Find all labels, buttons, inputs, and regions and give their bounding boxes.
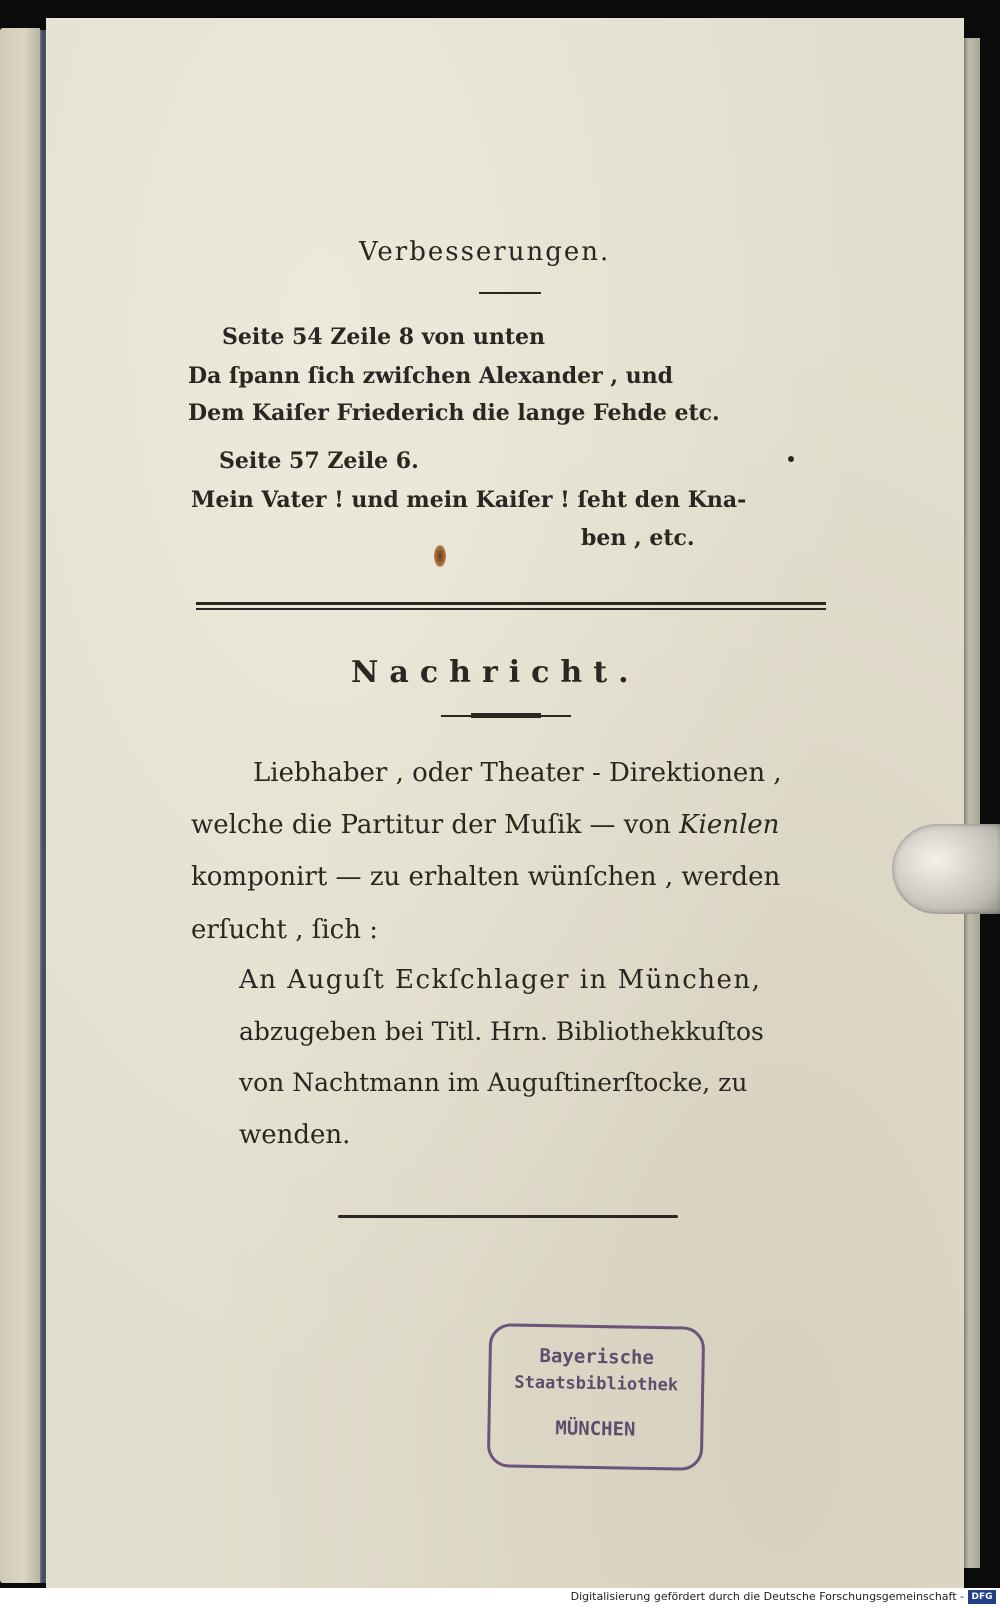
notice-line-4: erſucht , ſich :: [191, 915, 379, 945]
closing-rule: [338, 1215, 678, 1218]
notice-line-2: [191, 810, 779, 840]
notice-composer-name: Kienlen: [679, 810, 780, 840]
corrections-underline: [479, 292, 541, 294]
left-page-edge: [0, 28, 40, 1583]
notice-line-2-text: welche die Partitur der Muſik — von: [191, 810, 671, 840]
notice-underline-thick: [471, 713, 541, 718]
correction-line-6: ben , etc.: [581, 525, 695, 551]
notice-line-1: Liebhaber , oder Theater - Direktionen ,: [253, 758, 782, 788]
notice-heading: Nachricht.: [351, 655, 640, 690]
correction-line-2: Da ſpann ſich zwiſchen Alexander , und: [188, 363, 674, 389]
double-rule-divider: [196, 602, 826, 612]
stamp-line-1: Bayerische: [539, 1345, 655, 1370]
address-line-3: von Nachtmann im Auguſtinerſtocke, zu: [239, 1068, 748, 1097]
dfg-logo-icon: DFG: [968, 1590, 996, 1604]
corrections-heading: Verbesserungen.: [359, 237, 611, 267]
page-clip-magnifier: [892, 824, 1000, 914]
ink-stain: [434, 545, 446, 567]
address-line-2: abzugeben bei Titl. Hrn. Bibliothekkuſtos: [239, 1017, 764, 1046]
library-stamp: [487, 1323, 705, 1471]
notice-line-3: komponirt — zu erhalten wünſchen , werden: [191, 862, 781, 892]
address-line-4: wenden.: [239, 1120, 351, 1150]
ink-dot: [788, 456, 794, 462]
correction-line-4: Seite 57 Zeile 6.: [219, 448, 419, 474]
address-line-1: An Auguſt Eckſchlager in München,: [239, 965, 762, 995]
stamp-line-2: Staatsbibliothek: [514, 1372, 679, 1396]
correction-line-1: Seite 54 Zeile 8 von unten: [222, 324, 545, 350]
correction-line-5: Mein Vater ! und mein Kaiſer ! ſeht den Kna-: [191, 487, 747, 513]
correction-line-3: Dem Kaiſer Friederich die lange Fehde etc.: [188, 400, 720, 426]
stamp-line-3: MÜNCHEN: [555, 1417, 636, 1441]
footer-credit: Digitalisierung gefördert durch die Deutsche Forschungsgemeinschaft -: [570, 1590, 964, 1603]
